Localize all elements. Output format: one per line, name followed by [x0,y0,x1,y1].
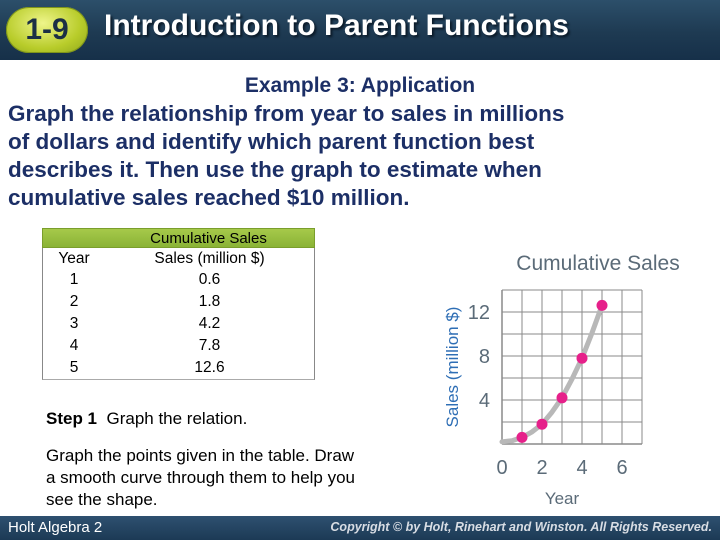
problem-line: describes it. Then use the graph to estimate when [8,157,542,182]
table-row [43,335,314,357]
sales-table [42,228,315,380]
table-cell: 1 [69,271,79,288]
description-line: Graph the points given in the table. Draw [46,446,355,465]
x-tick-label: 0 [496,457,508,479]
chart-y-axis-label: Sales (million $) [443,306,462,428]
table-cell: 5 [69,359,79,376]
column-header-year: Year [58,250,90,267]
table-header-row [43,248,314,269]
table-cell: 7.8 [198,337,221,354]
footer-course: Holt Algebra 2 [8,519,103,536]
table-row [43,291,314,313]
table-row [43,313,314,335]
footer-copyright: Copyright © by Holt, Rinehart and Winston. All Rights Reserved. [330,520,712,534]
step-label: Step 1 [46,409,98,428]
table-body [42,248,315,380]
x-tick-label: 4 [576,457,588,479]
step-text: Graph the relation. [106,409,248,428]
slide-footer [0,516,720,540]
cumulative-sales-chart [430,240,710,512]
table-cell: 2 [69,293,79,310]
table-cell: 1.8 [198,293,221,310]
chart-ticks [468,302,628,479]
description-line: see the shape. [46,490,158,509]
data-point [517,432,528,443]
table-cell: 4 [69,337,79,354]
data-point [557,392,568,403]
description-line: a smooth curve through them to help you [46,468,356,487]
table-cell: 4.2 [198,315,221,332]
example-title: Example 3: Application [244,74,476,97]
column-header-sales: Sales (million $) [154,250,265,267]
problem-statement [8,100,718,212]
x-tick-label: 2 [536,457,548,479]
x-tick-label: 6 [616,457,628,479]
table-row [43,357,314,379]
table-cell: 12.6 [194,359,225,376]
problem-line: of dollars and identify which parent function best [8,129,535,154]
table-row [43,269,314,291]
chart-curve-layer [502,305,602,441]
problem-line: cumulative sales reached $10 million. [8,185,410,210]
step-description [46,445,416,511]
lesson-number: 1-9 [25,13,69,46]
fitted-curve [502,305,602,441]
chart-title: Cumulative Sales [516,252,680,275]
table-cell: 0.6 [198,271,221,288]
slide-title: Introduction to Parent Functions [104,9,569,42]
y-tick-label: 12 [467,302,490,324]
data-point [577,353,588,364]
data-point [597,300,608,311]
chart-grid [502,290,642,444]
data-point [537,419,548,430]
y-tick-label: 8 [478,346,490,368]
problem-line: Graph the relationship from year to sales in millions [8,101,565,126]
table-cell: 3 [69,315,79,332]
step-1 [46,409,247,429]
chart-x-axis-label: Year [544,489,580,508]
y-tick-label: 4 [478,390,490,412]
table-caption: Cumulative Sales [42,228,315,248]
